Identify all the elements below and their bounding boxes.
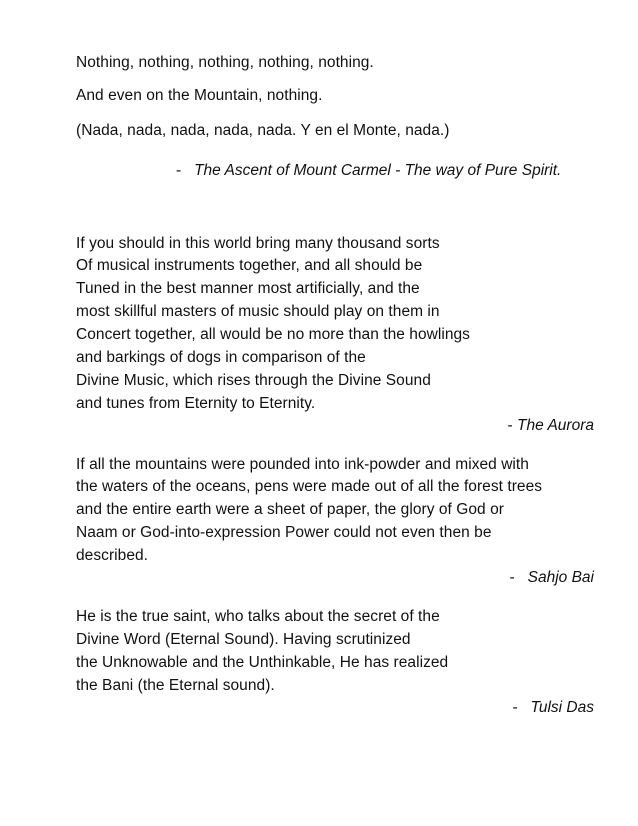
quote-4-line: He is the true saint, who talks about the secret of the bbox=[76, 608, 440, 625]
quote-3-line: described. bbox=[76, 547, 149, 564]
quote-2-line: most skillful masters of music should play on them in bbox=[76, 303, 440, 320]
quote-1-line: (Nada, nada, nada, nada, nada. Y en el Monte, nada.) bbox=[76, 122, 450, 139]
attribution-dash: - bbox=[176, 162, 182, 179]
quote-4-attribution bbox=[512, 698, 594, 718]
quote-2-line: and tunes from Eternity to Eternity. bbox=[76, 395, 316, 412]
quote-4-line: the Bani (the Eternal sound). bbox=[76, 677, 275, 694]
attribution-source: The Ascent of Mount Carmel - The way of Pure Spirit. bbox=[194, 162, 562, 179]
quote-3-line: If all the mountains were pounded into ink-powder and mixed with bbox=[76, 456, 529, 473]
quote-2-line: and barkings of dogs in comparison of the bbox=[76, 349, 366, 366]
quote-2-line: Tuned in the best manner most artificially, and the bbox=[76, 280, 420, 297]
quote-4-line: the Unknowable and the Unthinkable, He has realized bbox=[76, 654, 449, 671]
quote-2-line: Of musical instruments together, and all should be bbox=[76, 257, 423, 274]
attribution-dash: - bbox=[509, 569, 515, 586]
quote-2-attribution bbox=[508, 416, 594, 436]
quote-3-line: and the entire earth were a sheet of paper, the glory of God or bbox=[76, 501, 504, 518]
attribution-source: Tulsi Das bbox=[530, 699, 594, 716]
quote-2-line: If you should in this world bring many thousand sorts bbox=[76, 235, 440, 252]
quote-1-line: Nothing, nothing, nothing, nothing, nothing. bbox=[76, 54, 374, 71]
quote-4-line: Divine Word (Eternal Sound). Having scrutinized bbox=[76, 631, 411, 648]
quote-3-attribution bbox=[510, 568, 594, 588]
quote-1-line: And even on the Mountain, nothing. bbox=[76, 87, 323, 104]
attribution-dash: - bbox=[512, 699, 518, 716]
quote-2-line: Divine Music, which rises through the Divine Sound bbox=[76, 372, 431, 389]
attribution-source: The Aurora bbox=[517, 417, 594, 434]
attribution-dash: - bbox=[507, 417, 513, 434]
attribution-source: Sahjo Bai bbox=[527, 569, 594, 586]
quote-3-line: Naam or God-into-expression Power could not even then be bbox=[76, 524, 492, 541]
quote-3-line: the waters of the oceans, pens were made out of all the forest trees bbox=[76, 478, 543, 495]
quote-1-attribution bbox=[176, 161, 561, 181]
quote-2-line: Concert together, all would be no more than the howlings bbox=[76, 326, 470, 343]
